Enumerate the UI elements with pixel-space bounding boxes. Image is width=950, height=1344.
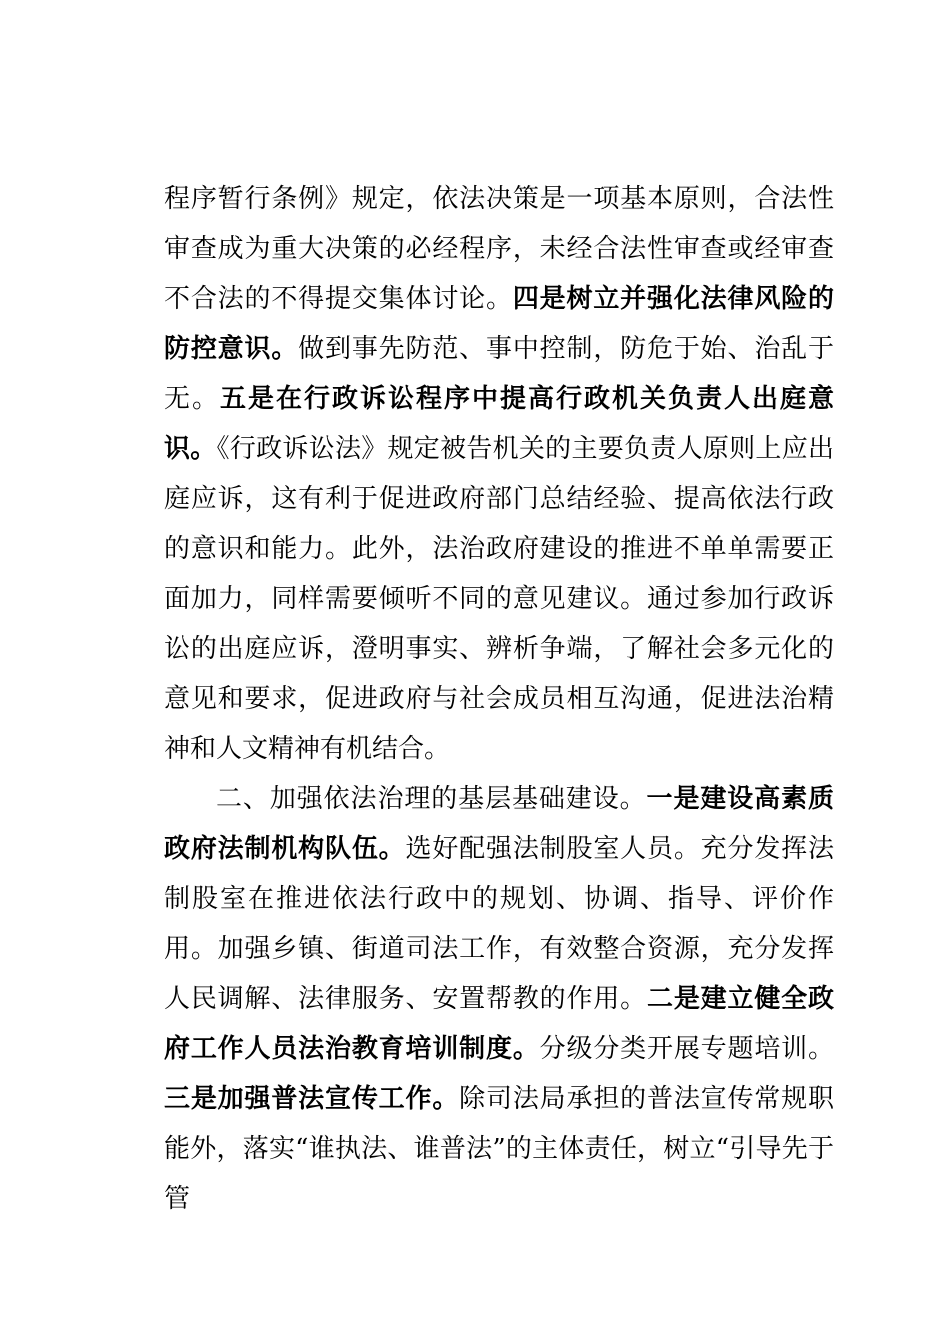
document-body	[164, 174, 834, 1224]
paragraph-2-run-5: 分级分类开展专题培训。	[539, 1034, 834, 1064]
paragraph-2-bold-heading-3: 三是加强普法宣传工作。	[164, 1084, 460, 1114]
paragraph-2-bold-heading-2: 二是建立健全政府工作人员法治教育培训制度。	[164, 984, 834, 1064]
paragraph-1	[164, 174, 834, 774]
section-heading-2: 二、加强依法治理的基层基础建设。	[216, 784, 647, 814]
paragraph-1-bold-heading-4: 四是树立并强化法律风险的防控意识。	[164, 284, 834, 364]
paragraph-2	[164, 774, 834, 1224]
paragraph-2-run-3: 选好配强法制股室人员。充分发挥法制股室在推进依法行政中的规划、协调、指导、评价作用。加强乡镇、街道司法工作，有效整合资源，充分发挥人民调解、法律服务、安置帮教的作用。	[164, 834, 834, 1014]
paragraph-2-bold-heading-1: 一是建设高素质政府法制机构队伍。	[164, 784, 834, 864]
paragraph-1-run-1: 程序暂行条例》规定，依法决策是一项基本原则，合法性审查成为重大决策的必经程序，未经合法性审查或经审查不合法的不得提交集体讨论。	[164, 184, 834, 314]
paragraph-1-bold-heading-5: 五是在行政诉讼程序中提高行政机关负责人出庭意识。	[164, 384, 834, 464]
paragraph-1-run-3: 做到事先防范、事中控制，防危于始、治乱于无。	[164, 334, 834, 414]
paragraph-2-run-7: 除司法局承担的普法宣传常规职能外，落实“谁执法、谁普法”的主体责任，树立“引导先于管	[164, 1084, 834, 1214]
paragraph-1-run-5: 《行政诉讼法》规定被告机关的主要负责人原则上应出庭应诉，这有利于促进政府部门总结经验、提高依法行政的意识和能力。此外，法治政府建设的推进不单单需要正面加力，同样需要倾听不同的意见建议。通过参加行政诉讼的出庭应诉，澄明事实、辨析争端，了解社会多元化的意见和要求，促进政府与社会成员相互沟通，促进法治精神和人文精神有机结合。	[164, 434, 834, 764]
